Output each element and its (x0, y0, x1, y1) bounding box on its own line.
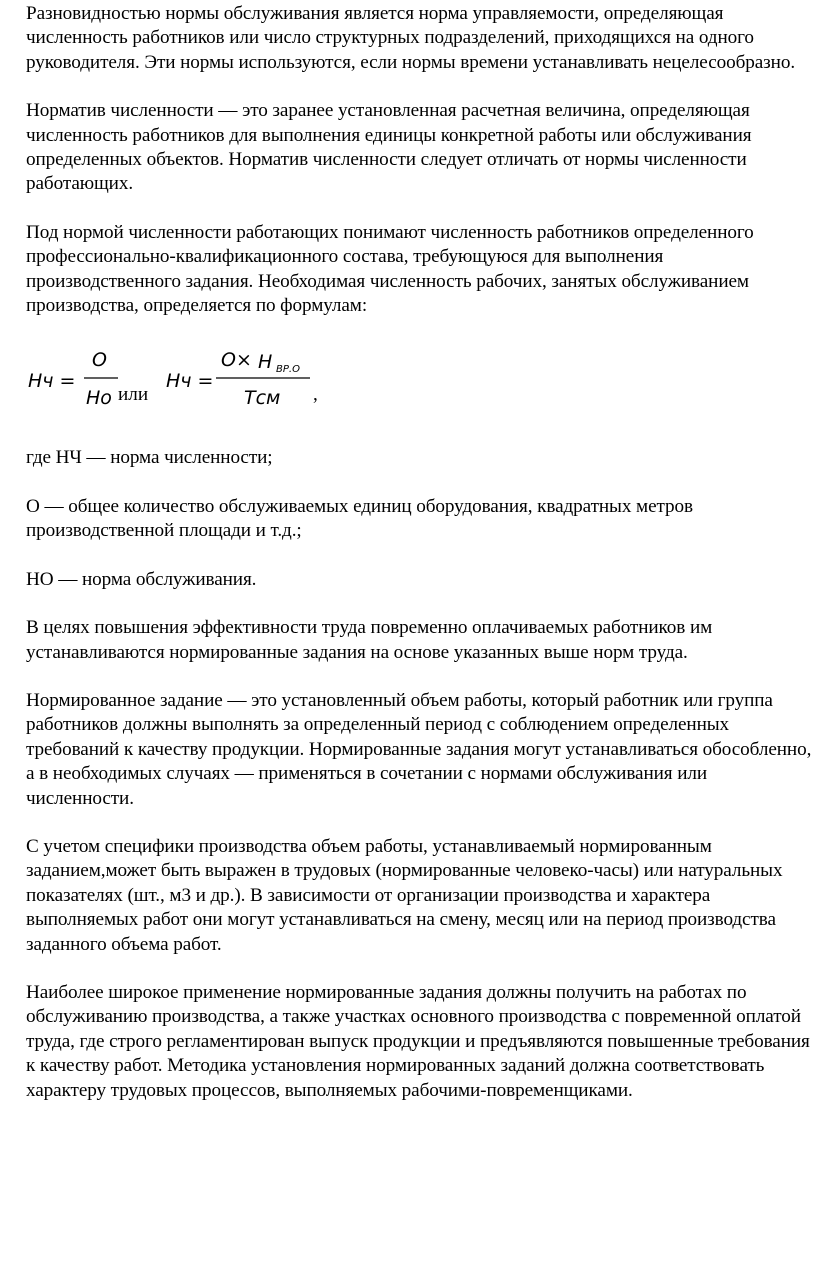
formula2-denominator: Тсм (244, 387, 281, 410)
formula-connector: или (118, 384, 149, 406)
paragraph-efficiency: В целях повышения эффективности труда повременно оплачиваемых работников им устанавливаются нормированные задания на основе указанных выше норм труда. (26, 617, 713, 663)
formula1-numerator: О (92, 349, 107, 372)
formula1-denominator: Но (86, 387, 112, 410)
paragraph-normed-task: Нормированное задание — это установленный объем работы, который работник или группа работников должны выполнять за определенный период с соблюдением определенных требований к качеству продукции. Нормированные задания могут устанавливаться обособленно, а в необходимых случаях — применяться в сочетании с нормами обслуживания или численности. (26, 689, 812, 809)
paragraph-management-norm: Разновидностью нормы обслуживания является норма управляемости, определяющая численность работников или число структурных подразделений, приходящихся на одного руководителя. Эти нормы используются, если нормы времени устанавливать нецелесообразно. (26, 3, 796, 73)
document-page (26, 2, 812, 1127)
headcount-formulas (26, 342, 812, 436)
formula2-numerator-o: О× (221, 349, 252, 372)
formula1-lhs: Нч = (28, 370, 76, 393)
formula-image (26, 342, 346, 436)
formula-trailing-comma: , (313, 384, 318, 406)
paragraph-headcount-norm: Под нормой численности работающих понимают численность работников определенного профессионально-квалификационного состава, требующуюся для выполнения производственного задания. Необходимая численность рабочих, занятых обслуживанием производства, определяется по формулам: (26, 221, 754, 317)
paragraph-no-definition: НО — норма обслуживания. (26, 568, 257, 590)
formula2-lhs: Нч = (166, 370, 214, 393)
paragraph-nch-definition: где НЧ — норма численности; (26, 447, 273, 469)
formula2-numerator-subscript: ВР.О (276, 364, 300, 376)
paragraph-o-definition: О — общее количество обслуживаемых единиц оборудования, квадратных метров производственной площади и т.д.; (26, 495, 693, 542)
paragraph-headcount-standard: Норматив численности — это заранее установленная расчетная величина, определяющая численность работников для выполнения единицы конкретной работы или обслуживания определенных объектов. Норматив численности следует отличать от нормы численности работающих. (26, 100, 752, 195)
paragraph-application: Наиболее широкое применение нормированные задания должны получить на работах по обслуживанию производства, а также участках основного производства с повременной оплатой труда, где строго регламентирован выпуск продукции и предъявляются повышенные требования к качеству работ. Методика установления нормированных заданий должна соответствовать характеру трудовых процессов, выполняемых рабочими-повременщиками. (26, 981, 810, 1101)
formula2-numerator-h: Н (258, 351, 273, 374)
paragraph-work-volume: С учетом специфики производства объем работы, устанавливаемый нормированным заданием,может быть выражен в трудовых (нормированные человеко-часы) или натуральных показателях (шт., м3 и др.). В зависимости от организации производства и характера выполняемых работ они могут устанавливаться на смену, месяц или на период производства заданного объема работ. (26, 835, 783, 955)
